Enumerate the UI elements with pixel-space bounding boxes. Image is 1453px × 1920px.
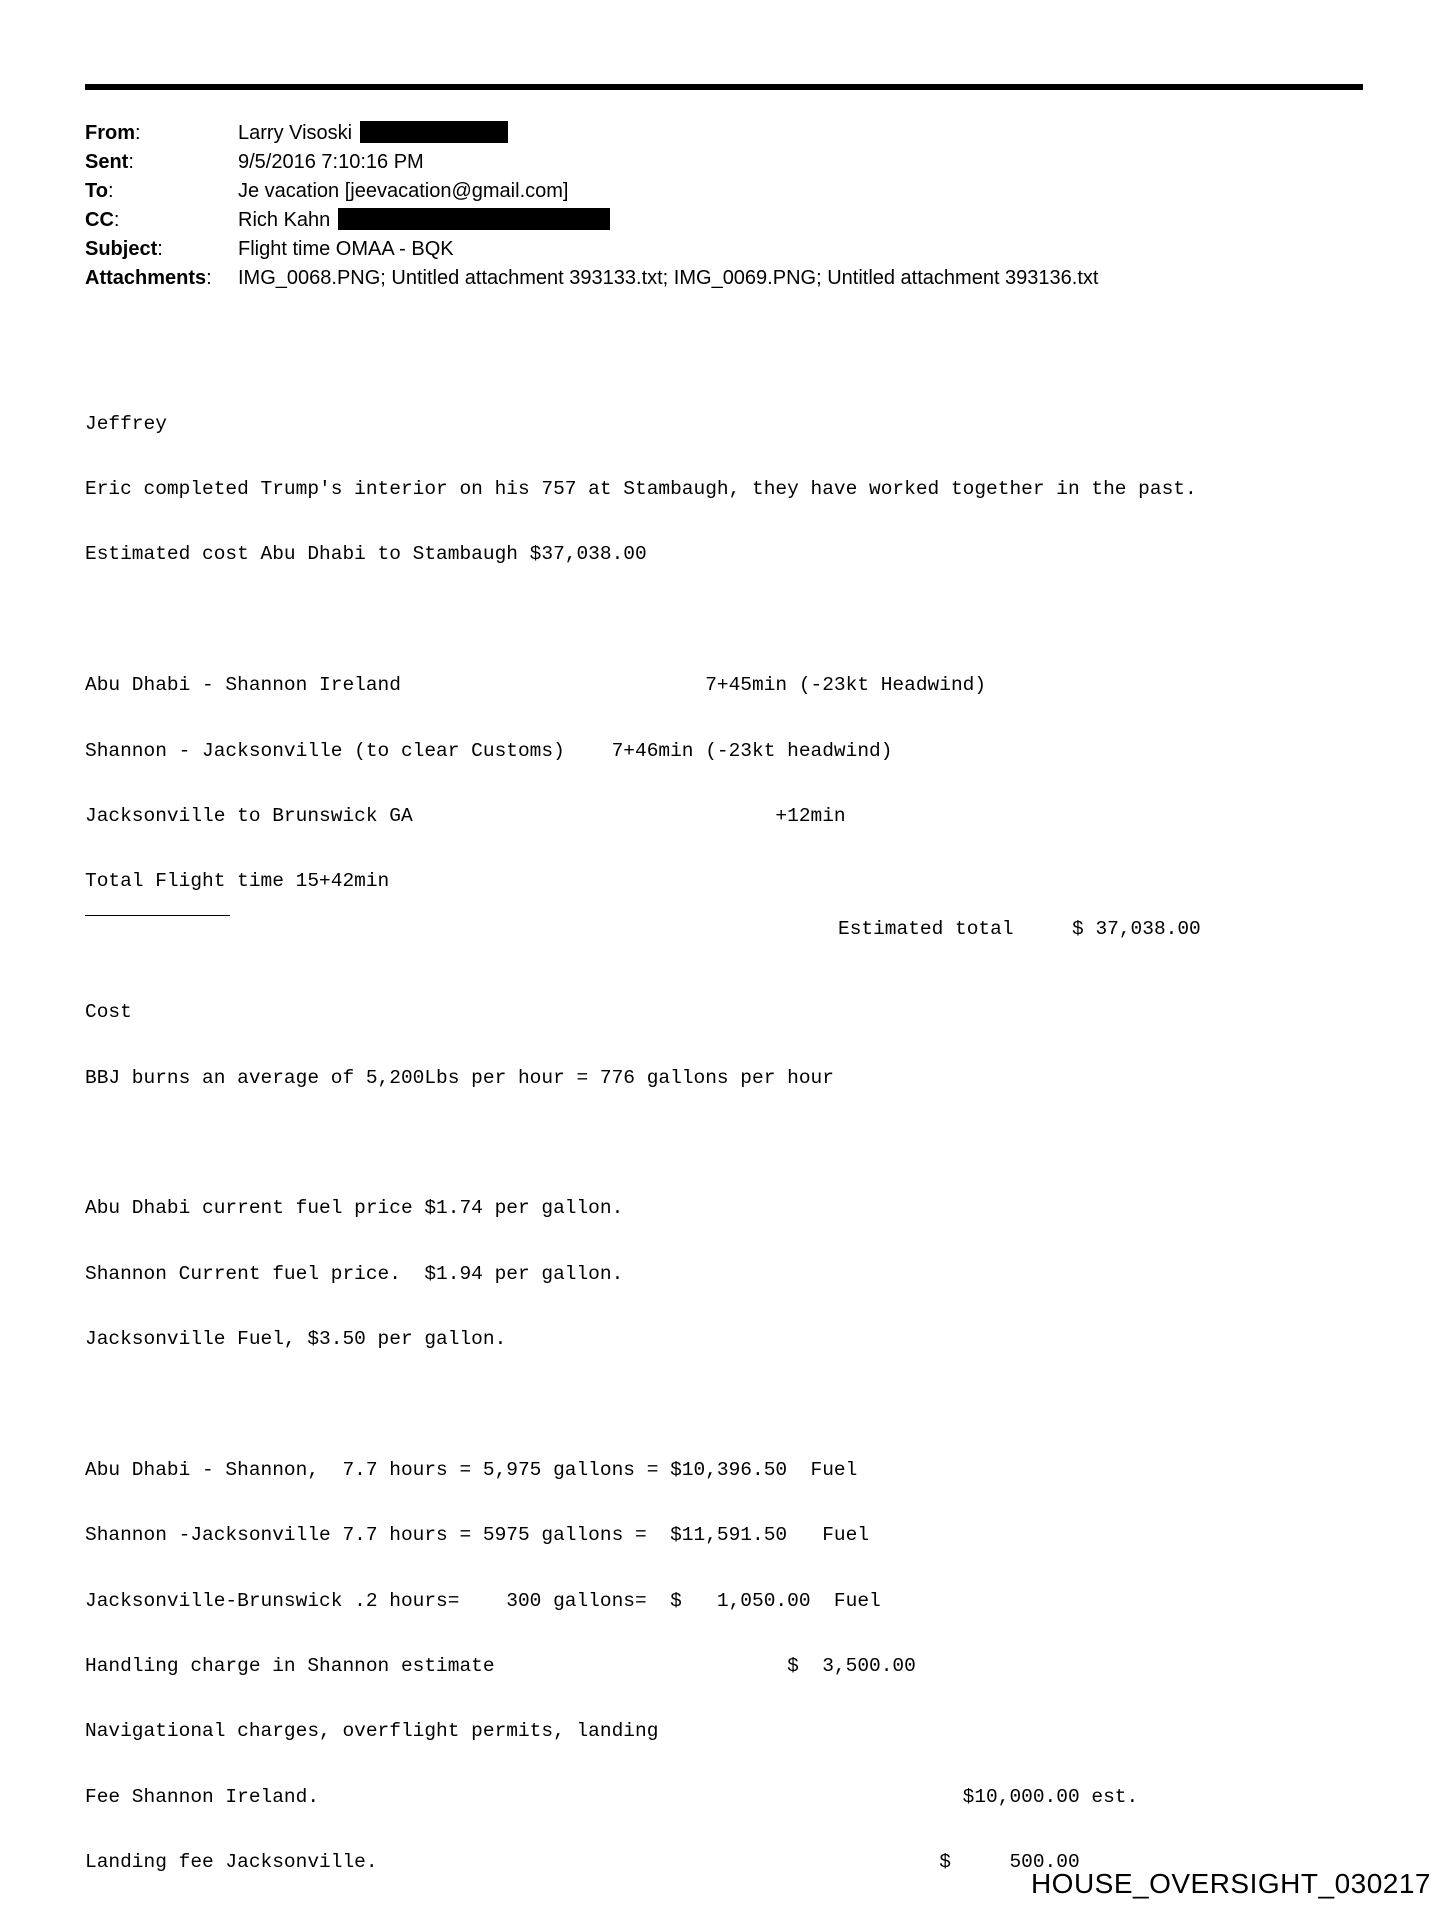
- body-line: Jacksonville to Brunswick GA +12min: [85, 804, 846, 827]
- header-value: Larry Visoski: [238, 122, 353, 144]
- header-subject: [85, 235, 1098, 264]
- body-line: Cost: [85, 1001, 132, 1024]
- bates-number: HOUSE_OVERSIGHT_030217: [1030, 1868, 1431, 1899]
- header-value: Je vacation [jeevacation@gmail.com]: [238, 180, 569, 202]
- body-line: Jeffrey: [85, 412, 167, 435]
- body-line: Shannon -Jacksonville 7.7 hours = 5975 gallons = $11,591.50 Fuel: [85, 1524, 870, 1547]
- email-body: [85, 370, 1197, 1896]
- header-label: Subject:: [85, 238, 163, 260]
- header-sent: [85, 148, 1098, 177]
- body-line: BBJ burns an average of 5,200Lbs per hour = 776 gallons per hour: [85, 1066, 834, 1089]
- email-headers: [85, 119, 1098, 293]
- body-line: [85, 1394, 1197, 1416]
- header-label: Sent:: [85, 151, 134, 173]
- top-rule: [85, 84, 1363, 90]
- header-value: Flight time OMAA - BQK: [238, 238, 454, 260]
- estimated-total: Estimated total $ 37,038.00: [838, 918, 1201, 940]
- body-line: Shannon - Jacksonville (to clear Customs) 7+46min (-23kt headwind): [85, 739, 893, 762]
- body-line: Shannon Current fuel price. $1.94 per gallon.: [85, 1262, 624, 1285]
- header-label: From:: [85, 122, 141, 144]
- redaction-block: [338, 208, 610, 230]
- header-value: IMG_0068.PNG; Untitled attachment 393133.txt; IMG_0069.PNG; Untitled attachment 393136.txt: [238, 267, 1099, 289]
- redaction-block: [360, 121, 508, 143]
- header-cc: [85, 206, 1098, 235]
- header-value: 9/5/2016 7:10:16 PM: [238, 151, 424, 173]
- header-label: CC:: [85, 209, 120, 231]
- body-line: Landing fee Jacksonville. $ 500.00: [85, 1851, 1080, 1874]
- body-line: Abu Dhabi - Shannon, 7.7 hours = 5,975 gallons = $10,396.50 Fuel: [85, 1458, 858, 1481]
- header-label: To:: [85, 180, 114, 202]
- body-line: Abu Dhabi - Shannon Ireland 7+45min (-23kt Headwind): [85, 674, 987, 697]
- body-line: Handling charge in Shannon estimate $ 3,500.00: [85, 1655, 916, 1678]
- body-line: [85, 610, 1197, 632]
- header-to: [85, 177, 1098, 206]
- header-attachments: [85, 264, 1098, 293]
- header-from: [85, 119, 1098, 148]
- body-line: Jacksonville Fuel, $3.50 per gallon.: [85, 1328, 507, 1351]
- body-line: Eric completed Trump's interior on his 757 at Stambaugh, they have worked together in the past.: [85, 477, 1197, 500]
- body-line: Estimated cost Abu Dhabi to Stambaugh $37,038.00: [85, 543, 647, 566]
- body-line: Fee Shannon Ireland. $10,000.00 est.: [85, 1785, 1139, 1808]
- body-line: Navigational charges, overflight permits, landing: [85, 1720, 659, 1743]
- body-line: Total Flight time 15+42min: [85, 870, 390, 893]
- body-line: [85, 1133, 1197, 1155]
- body-line: Abu Dhabi current fuel price $1.74 per gallon.: [85, 1197, 624, 1220]
- body-line: Jacksonville-Brunswick .2 hours= 300 gallons= $ 1,050.00 Fuel: [85, 1589, 881, 1612]
- header-label: Attachments:: [85, 267, 212, 289]
- header-value: Rich Kahn: [238, 209, 331, 231]
- signature-rule: [85, 915, 230, 916]
